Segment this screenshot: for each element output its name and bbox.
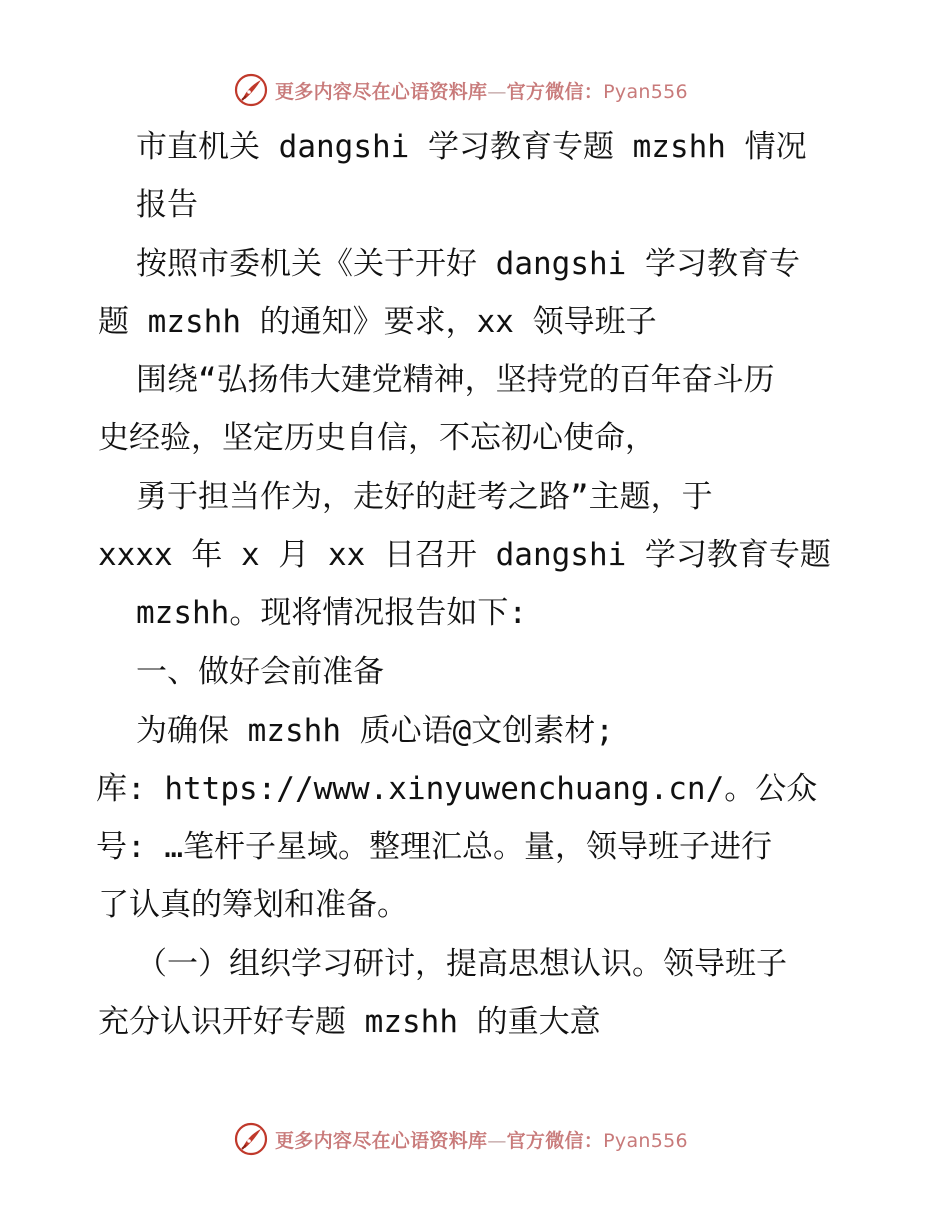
text-line: 报告 bbox=[136, 187, 198, 223]
watermark-main: 更多内容尽在心语资料库 bbox=[275, 1129, 488, 1152]
text-line: 一、做好会前准备 bbox=[136, 654, 384, 690]
text-line: mzshh。现将情况报告如下: bbox=[136, 595, 527, 631]
text-line: 为确保 mzshh 质心语@文创素材; bbox=[136, 713, 614, 749]
footer-watermark bbox=[233, 1121, 713, 1157]
text-line: 号: …笔杆子星域。整理汇总。量，领导班子进行 bbox=[96, 829, 772, 865]
watermark-sub: 官方微信： bbox=[506, 1129, 604, 1152]
text-line: 库: https://www.xinyuwenchuang.cn/。公众 bbox=[96, 771, 818, 807]
red-quill-logo-icon bbox=[233, 72, 269, 108]
text-line: 市直机关 dangshi 学习教育专题 mzshh 情况 bbox=[136, 129, 807, 165]
text-line: 了认真的筹划和准备。 bbox=[98, 887, 408, 923]
red-quill-logo-icon bbox=[233, 1121, 269, 1157]
text-line: xxxx 年 x 月 xx 日召开 dangshi 学习教育专题 bbox=[98, 537, 831, 573]
header-watermark bbox=[233, 72, 713, 108]
watermark-dash: — bbox=[487, 1129, 507, 1152]
text-line: 按照市委机关《关于开好 dangshi 学习教育专 bbox=[136, 246, 800, 282]
watermark-dash: — bbox=[487, 80, 507, 103]
watermark-id: Pyan556 bbox=[603, 1129, 688, 1152]
text-line: 题 mzshh 的通知》要求，xx 领导班子 bbox=[98, 304, 657, 340]
watermark-id: Pyan556 bbox=[603, 80, 688, 103]
text-line: 史经验，坚定历史自信，不忘初心使命， bbox=[98, 420, 656, 456]
text-line: （一）组织学习研讨，提高思想认识。领导班子 bbox=[136, 946, 787, 982]
text-line: 围绕“弘扬伟大建党精神，坚持党的百年奋斗历 bbox=[136, 362, 775, 398]
watermark-text bbox=[275, 77, 688, 104]
watermark-text bbox=[275, 1126, 688, 1153]
watermark-sub: 官方微信： bbox=[506, 80, 604, 103]
text-line: 勇于担当作为，走好的赶考之路”主题，于 bbox=[136, 479, 713, 515]
text-line: 充分认识开好专题 mzshh 的重大意 bbox=[98, 1004, 601, 1040]
watermark-main: 更多内容尽在心语资料库 bbox=[275, 80, 488, 103]
